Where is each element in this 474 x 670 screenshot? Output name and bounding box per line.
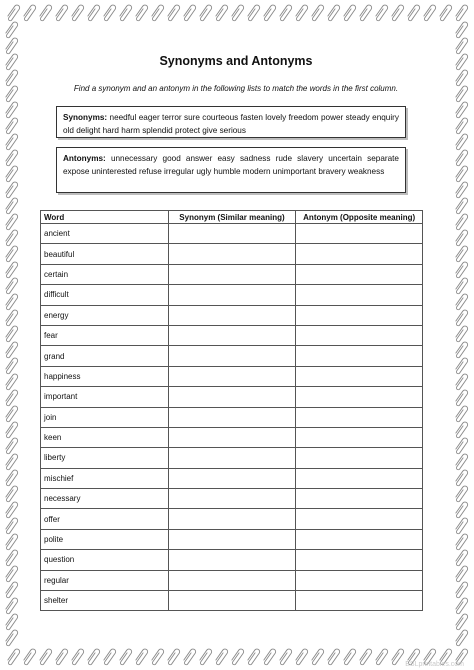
paperclip-icon (4, 37, 18, 54)
paperclip-icon (374, 4, 388, 21)
paperclip-icon (4, 21, 18, 38)
paperclip-icon (38, 4, 52, 21)
table-row (41, 224, 423, 244)
table-row (41, 529, 423, 549)
paperclip-icon (246, 648, 260, 665)
antonyms-box (56, 147, 406, 193)
paperclip-icon (102, 648, 116, 665)
paperclip-icon (454, 181, 468, 198)
table-row (41, 550, 423, 570)
table-row (41, 264, 423, 284)
worksheet (32, 38, 440, 634)
table-header-row (41, 211, 423, 224)
antonym-answer-cell[interactable] (296, 448, 423, 468)
synonym-answer-cell[interactable] (168, 325, 296, 345)
worksheet-title: Synonyms and Antonyms (159, 54, 313, 68)
paperclip-icon (390, 4, 404, 21)
paperclip-icon (310, 4, 324, 21)
paperclip-icon (4, 421, 18, 438)
paperclip-icon (454, 581, 468, 598)
table-row (41, 468, 423, 488)
paperclip-icon (4, 389, 18, 406)
header-word: Word (41, 211, 169, 224)
paperclip-icon (454, 245, 468, 262)
antonym-answer-cell[interactable] (296, 591, 423, 611)
table-row (41, 346, 423, 366)
paperclip-icon (454, 501, 468, 518)
paperclip-icon (454, 373, 468, 390)
paperclip-icon (454, 437, 468, 454)
paperclip-icon (6, 4, 20, 21)
paperclip-icon (22, 4, 36, 21)
paperclip-icon (454, 533, 468, 550)
paperclip-icon (454, 261, 468, 278)
paperclip-icon (54, 648, 68, 665)
paperclip-icon (454, 85, 468, 102)
table-row (41, 387, 423, 407)
table-row (41, 407, 423, 427)
paperclip-icon (454, 405, 468, 422)
word-table (40, 210, 423, 611)
paperclip-icon (454, 229, 468, 246)
word-cell: fear (41, 325, 169, 345)
paperclip-icon (454, 469, 468, 486)
antonym-answer-cell[interactable] (296, 570, 423, 590)
synonym-answer-cell[interactable] (168, 366, 296, 386)
paperclip-icon (4, 341, 18, 358)
paperclip-icon (4, 293, 18, 310)
antonym-answer-cell[interactable] (296, 366, 423, 386)
paperclip-icon (454, 517, 468, 534)
table-row (41, 489, 423, 509)
paperclip-icon (4, 213, 18, 230)
synonym-answer-cell[interactable] (168, 448, 296, 468)
header-antonym: Antonym (Opposite meaning) (296, 211, 423, 224)
paperclip-icon (454, 485, 468, 502)
paperclip-icon (4, 53, 18, 70)
word-cell: necessary (41, 489, 169, 509)
synonyms-label: Synonyms: (63, 113, 108, 122)
header-synonym: Synonym (Similar meaning) (168, 211, 296, 224)
synonym-answer-cell[interactable] (168, 570, 296, 590)
paperclip-icon (454, 213, 468, 230)
antonym-answer-cell[interactable] (296, 509, 423, 529)
paperclip-icon (454, 421, 468, 438)
paperclip-icon (4, 117, 18, 134)
word-cell: energy (41, 305, 169, 325)
paperclip-icon (22, 648, 36, 665)
synonym-answer-cell[interactable] (168, 529, 296, 549)
instructions: Find a synonym and an antonym in the following lists to match the words in the first column. (73, 84, 399, 93)
synonym-answer-cell[interactable] (168, 427, 296, 447)
antonym-answer-cell[interactable] (296, 387, 423, 407)
paperclip-icon (374, 648, 388, 665)
paperclip-icon (4, 581, 18, 598)
antonym-answer-cell[interactable] (296, 468, 423, 488)
paperclip-icon (278, 4, 292, 21)
paperclip-icon (454, 4, 468, 21)
synonym-answer-cell[interactable] (168, 387, 296, 407)
table-row (41, 509, 423, 529)
paperclip-icon (4, 629, 18, 646)
paperclip-icon (54, 4, 68, 21)
table-row (41, 448, 423, 468)
word-cell: difficult (41, 285, 169, 305)
paperclip-icon (454, 149, 468, 166)
paperclip-icon (390, 648, 404, 665)
word-cell: beautiful (41, 244, 169, 264)
paperclip-icon (454, 277, 468, 294)
paperclip-icon (454, 565, 468, 582)
antonym-answer-cell[interactable] (296, 346, 423, 366)
table-row (41, 366, 423, 386)
word-cell: keen (41, 427, 169, 447)
paperclip-icon (4, 437, 18, 454)
paperclip-icon (454, 165, 468, 182)
paperclip-icon (454, 341, 468, 358)
paperclip-icon (134, 4, 148, 21)
paperclip-icon (4, 549, 18, 566)
paperclip-icon (198, 648, 212, 665)
synonym-answer-cell[interactable] (168, 407, 296, 427)
table-row (41, 427, 423, 447)
paperclip-icon (134, 648, 148, 665)
paperclip-icon (182, 4, 196, 21)
paperclip-icon (4, 165, 18, 182)
watermark: ESLprintables.com (405, 661, 464, 668)
paperclip-icon (166, 648, 180, 665)
table-row (41, 570, 423, 590)
paperclip-icon (422, 4, 436, 21)
paperclip-icon (278, 648, 292, 665)
paperclip-icon (4, 469, 18, 486)
paperclip-icon (454, 101, 468, 118)
antonym-answer-cell[interactable] (296, 325, 423, 345)
table-row (41, 244, 423, 264)
word-cell: certain (41, 264, 169, 284)
paperclip-icon (454, 21, 468, 38)
paperclip-icon (358, 648, 372, 665)
paperclip-icon (166, 4, 180, 21)
antonym-answer-cell[interactable] (296, 244, 423, 264)
paperclip-icon (454, 325, 468, 342)
paperclip-icon (262, 4, 276, 21)
antonym-answer-cell[interactable] (296, 407, 423, 427)
paperclip-icon (150, 648, 164, 665)
paperclip-icon (4, 277, 18, 294)
paperclip-icon (454, 133, 468, 150)
antonym-answer-cell[interactable] (296, 285, 423, 305)
antonym-answer-cell[interactable] (296, 264, 423, 284)
word-cell: liberty (41, 448, 169, 468)
antonyms-words: unnecessary good answer easy sadness rude slavery uncertain separate expose uninterested refuse irregular ugly humble modern unimportant bravery weakness (63, 154, 399, 176)
paperclip-icon (4, 453, 18, 470)
paperclip-icon (230, 648, 244, 665)
synonym-answer-cell[interactable] (168, 509, 296, 529)
table-row (41, 305, 423, 325)
paperclip-icon (6, 648, 20, 665)
paperclip-icon (4, 613, 18, 630)
paperclip-icon (454, 357, 468, 374)
antonym-answer-cell[interactable] (296, 529, 423, 549)
paperclip-icon (246, 4, 260, 21)
paperclip-icon (4, 69, 18, 86)
paperclip-icon (454, 309, 468, 326)
paperclip-icon (70, 648, 84, 665)
paperclip-icon (294, 4, 308, 21)
paperclip-icon (4, 357, 18, 374)
paperclip-icon (454, 53, 468, 70)
synonym-answer-cell[interactable] (168, 244, 296, 264)
word-cell: polite (41, 529, 169, 549)
paperclip-icon (4, 245, 18, 262)
paperclip-icon (4, 485, 18, 502)
synonym-answer-cell[interactable] (168, 468, 296, 488)
paperclip-icon (4, 501, 18, 518)
paperclip-icon (118, 648, 132, 665)
antonyms-label: Antonyms: (63, 154, 106, 163)
word-cell: join (41, 407, 169, 427)
word-cell: question (41, 550, 169, 570)
paperclip-icon (4, 85, 18, 102)
paperclip-icon (454, 37, 468, 54)
paperclip-icon (86, 648, 100, 665)
paperclip-icon (214, 4, 228, 21)
paperclip-icon (454, 389, 468, 406)
table-row (41, 591, 423, 611)
paperclip-icon (454, 613, 468, 630)
paperclip-icon (262, 648, 276, 665)
paperclip-icon (406, 4, 420, 21)
synonym-answer-cell[interactable] (168, 264, 296, 284)
paperclip-icon (4, 149, 18, 166)
paperclip-icon (358, 4, 372, 21)
paperclip-icon (326, 648, 340, 665)
paperclip-icon (4, 229, 18, 246)
word-cell: shelter (41, 591, 169, 611)
paperclip-icon (182, 648, 196, 665)
paperclip-icon (150, 4, 164, 21)
paperclip-icon (294, 648, 308, 665)
antonym-answer-cell[interactable] (296, 427, 423, 447)
paperclip-icon (4, 517, 18, 534)
paperclip-icon (102, 4, 116, 21)
paperclip-icon (454, 117, 468, 134)
paperclip-icon (326, 4, 340, 21)
paperclip-icon (4, 597, 18, 614)
paperclip-icon (454, 69, 468, 86)
paperclip-icon (198, 4, 212, 21)
synonym-answer-cell[interactable] (168, 224, 296, 244)
paperclip-icon (4, 309, 18, 326)
word-cell: grand (41, 346, 169, 366)
paperclip-icon (454, 197, 468, 214)
paperclip-icon (4, 101, 18, 118)
synonym-answer-cell[interactable] (168, 591, 296, 611)
word-cell: regular (41, 570, 169, 590)
word-cell: ancient (41, 224, 169, 244)
paperclip-icon (38, 648, 52, 665)
synonyms-words: needful eager terror sure courteous fasten lovely freedom power steady enquiry old delight hard harm splendid protect give serious (63, 113, 399, 135)
paperclip-icon (454, 597, 468, 614)
word-cell: mischief (41, 468, 169, 488)
paperclip-icon (342, 4, 356, 21)
synonym-answer-cell[interactable] (168, 489, 296, 509)
synonyms-box (56, 106, 406, 138)
paperclip-icon (4, 181, 18, 198)
antonym-answer-cell[interactable] (296, 489, 423, 509)
paperclip-icon (86, 4, 100, 21)
paperclip-icon (438, 4, 452, 21)
paperclip-icon (454, 549, 468, 566)
table-row (41, 285, 423, 305)
synonym-answer-cell[interactable] (168, 550, 296, 570)
paperclip-icon (454, 629, 468, 646)
paperclip-icon (4, 325, 18, 342)
paperclip-icon (4, 133, 18, 150)
paperclip-icon (4, 405, 18, 422)
paperclip-icon (4, 533, 18, 550)
synonym-answer-cell[interactable] (168, 285, 296, 305)
paperclip-icon (4, 565, 18, 582)
paperclip-icon (342, 648, 356, 665)
antonym-answer-cell[interactable] (296, 224, 423, 244)
antonym-answer-cell[interactable] (296, 305, 423, 325)
paperclip-icon (454, 293, 468, 310)
paperclip-icon (310, 648, 324, 665)
table-row (41, 325, 423, 345)
synonym-answer-cell[interactable] (168, 346, 296, 366)
antonym-answer-cell[interactable] (296, 550, 423, 570)
word-cell: important (41, 387, 169, 407)
paperclip-icon (118, 4, 132, 21)
paperclip-icon (4, 197, 18, 214)
word-cell: offer (41, 509, 169, 529)
synonym-answer-cell[interactable] (168, 305, 296, 325)
paperclip-icon (4, 261, 18, 278)
word-cell: happiness (41, 366, 169, 386)
paperclip-icon (214, 648, 228, 665)
paperclip-icon (4, 373, 18, 390)
paperclip-icon (230, 4, 244, 21)
paperclip-icon (70, 4, 84, 21)
paperclip-icon (454, 453, 468, 470)
